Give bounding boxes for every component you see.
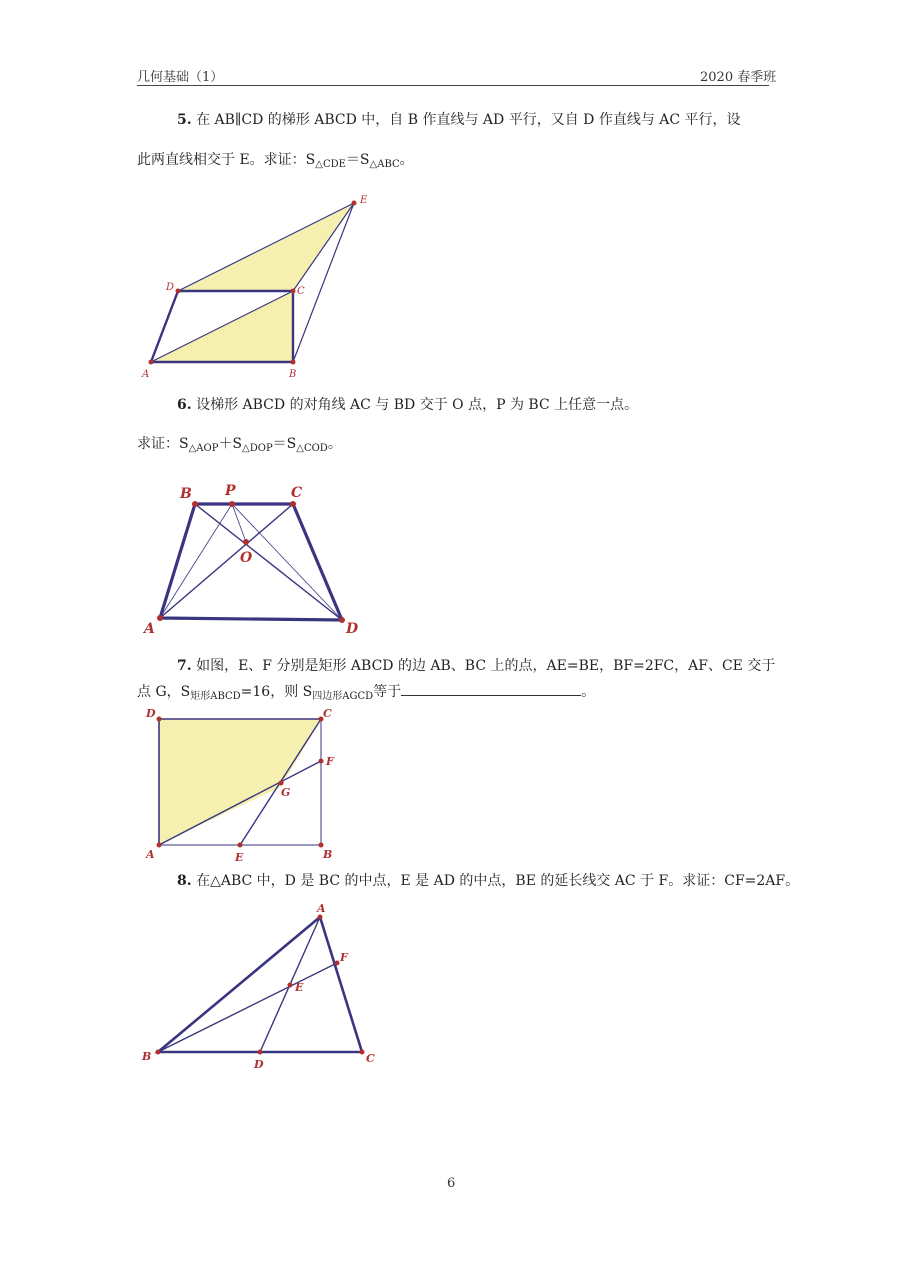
- fig7-point-a: [157, 843, 162, 848]
- fig5-label-e: E: [360, 195, 368, 206]
- fig5-label-a: A: [142, 369, 150, 380]
- problem-7-line-2: [137, 683, 595, 706]
- fig6-label-o: O: [240, 550, 253, 566]
- problem-7-text-2d: 。: [581, 684, 596, 700]
- fig8-point-d: [258, 1050, 263, 1055]
- fig6-point-c: [290, 501, 296, 507]
- fig7-point-d: [157, 717, 162, 722]
- fig7-shaded-agcd: [159, 719, 321, 844]
- problem-6-text-1: 设梯形 ABCD 的对角线 AC 与 BD 交于 O 点，P 为 BC 上任意一点。: [196, 397, 639, 413]
- fig6-line-pa: [160, 504, 232, 618]
- problem-5-sub-2: △ABC: [369, 159, 400, 170]
- fig7-label-e: E: [235, 851, 244, 864]
- problem-7-text-1: 如图，E、F 分别是矩形 ABCD 的边 AB、BC 上的点，AE=BE，BF=2FC，AF、CE 交于: [196, 658, 776, 674]
- fig5-point-b: [291, 360, 296, 365]
- fig8-point-f: [335, 961, 340, 966]
- problem-6-sub-1: △AOP: [188, 443, 219, 454]
- problem-6-sub-3: △COD: [296, 443, 328, 454]
- problem-8-number: 8.: [177, 873, 192, 889]
- fig5-point-a: [149, 360, 154, 365]
- fig7-label-a: A: [146, 848, 155, 861]
- fig8-point-b: [156, 1050, 161, 1055]
- figure-5: [141, 195, 368, 380]
- problem-5-text-2b: ＝S: [345, 152, 370, 168]
- fig6-point-p: [229, 501, 235, 507]
- problem-7-text-2c: 等于: [373, 684, 402, 700]
- fig8-point-c: [360, 1050, 365, 1055]
- problem-7-line-1: [177, 657, 775, 675]
- fig6-point-o: [243, 539, 249, 545]
- problem-7-text-2b: =16，则 S: [240, 684, 313, 700]
- problem-8-line-1: [177, 872, 799, 890]
- problem-5-text-2c: 。: [399, 152, 414, 168]
- problem-7-number: 7.: [177, 658, 192, 674]
- fig8-point-a: [318, 915, 323, 920]
- problem-5-text-1: 在 AB∥CD 的梯形 ABCD 中，自 B 作直线与 AD 平行，又自 D 作直线与 AC 平行，设: [196, 112, 741, 128]
- fig6-point-a: [157, 615, 163, 621]
- fig7-label-b: B: [323, 848, 333, 861]
- problem-5-number: 5.: [177, 112, 192, 128]
- fig7-point-g: [279, 781, 284, 786]
- fig7-label-c: C: [323, 707, 332, 720]
- problem-6-text-2b: ＋S: [218, 436, 243, 452]
- fig7-point-f: [319, 759, 324, 764]
- figure-7: [145, 707, 335, 864]
- fig8-label-d: D: [254, 1058, 264, 1071]
- fig7-point-b: [319, 843, 324, 848]
- fig8-point-e: [288, 983, 293, 988]
- header-term: 2020 春季班: [700, 70, 777, 85]
- problem-5-text-2a: 此两直线相交于 E。求证：S: [137, 152, 316, 168]
- figure-8: [141, 902, 375, 1071]
- fig5-point-e: [352, 201, 357, 206]
- header-title: 几何基础（1）: [137, 70, 224, 85]
- problem-6-text-2a: 求证：S: [137, 436, 189, 452]
- fig8-label-c: C: [366, 1052, 375, 1065]
- fig8-label-f: F: [340, 951, 348, 964]
- fig6-point-b: [192, 501, 198, 507]
- problem-7-text-2a: 点 G，S: [137, 684, 191, 700]
- problem-6-line-2: [137, 435, 342, 458]
- fig8-label-b: B: [142, 1050, 152, 1063]
- fig6-label-d: D: [346, 621, 359, 637]
- fig8-label-a: A: [317, 902, 326, 915]
- fig8-label-e: E: [295, 981, 304, 994]
- problem-5-sub-1: △CDE: [315, 159, 346, 170]
- problem-7-sub-1: 矩形ABCD: [190, 691, 241, 702]
- fig8-triangle-abc: [158, 917, 362, 1052]
- fig6-label-p: P: [225, 483, 236, 499]
- fig5-label-c: C: [297, 286, 305, 297]
- fig5-point-d: [176, 289, 181, 294]
- fig7-label-g: G: [281, 786, 291, 799]
- problem-6-line-1: [177, 396, 638, 414]
- problem-8-text-1: 在△ABC 中，D 是 BC 的中点，E 是 AD 的中点，BE 的延长线交 AC 于 F。求证：CF=2AF。: [196, 873, 800, 889]
- problem-7-sub-2: 四边形AGCD: [312, 691, 374, 702]
- page-number: 6: [447, 1176, 456, 1191]
- answer-blank: [401, 694, 581, 696]
- figure-6: [142, 483, 359, 637]
- problem-6-text-2c: ＝S: [272, 436, 297, 452]
- fig5-point-c: [291, 289, 296, 294]
- fig6-point-d: [339, 617, 345, 623]
- fig7-point-e: [238, 843, 243, 848]
- problem-6-number: 6.: [177, 397, 192, 413]
- fig6-line-po: [232, 504, 246, 542]
- fig7-label-f: F: [326, 755, 334, 768]
- problem-6-sub-2: △DOP: [242, 443, 273, 454]
- fig5-label-d: D: [166, 282, 175, 293]
- fig7-label-d: D: [146, 707, 156, 720]
- fig6-label-a: A: [144, 621, 155, 637]
- fig6-diagonal-ac: [160, 504, 293, 618]
- fig6-diagonal-bd: [195, 504, 342, 620]
- problem-6-text-2d: 。: [327, 436, 342, 452]
- fig6-label-c: C: [291, 485, 303, 501]
- fig6-label-b: B: [180, 486, 192, 502]
- fig5-label-b: B: [289, 369, 297, 380]
